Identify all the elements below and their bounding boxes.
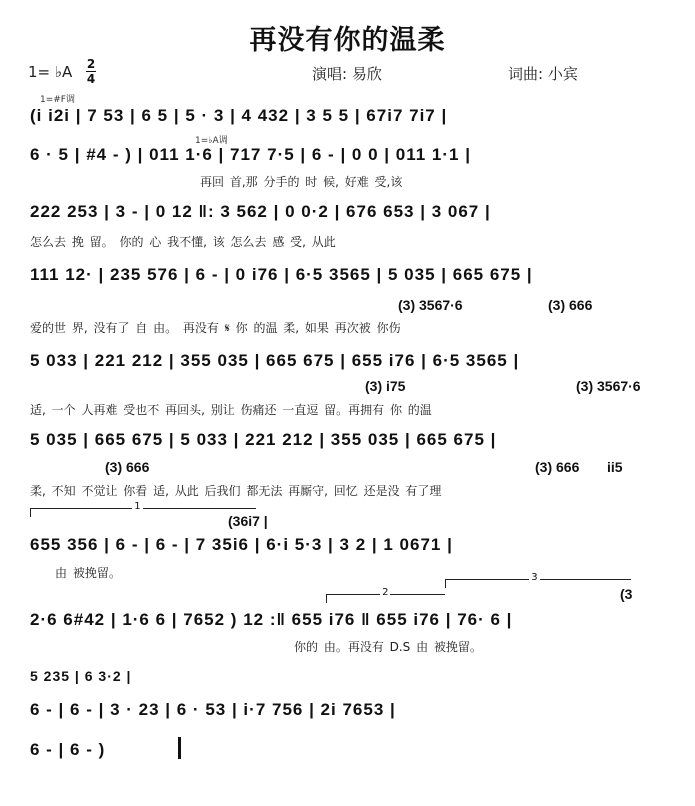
volta-bracket-1: 1: [30, 508, 256, 517]
alt-notation: (3: [620, 586, 633, 602]
notation-line: 222 253 | 3 - | 0 12 ‖: 3 562 | 0 0·2 | 676 653 | 3 067 |: [30, 202, 491, 221]
lyrics-line: 再回 首,那 分手的 时 候, 好难 受,该: [200, 175, 403, 189]
lyrics-line: 适, 一个 人再难 受也不 再回头, 别让 伤痛还 一直逗 留。再拥有 你 的温: [30, 403, 432, 417]
alt-notation: (3) 666: [105, 459, 150, 475]
lyrics-line: 你的 由。再没有 D.S 由 被挽留。: [294, 640, 482, 654]
alt-notation: (3) 666: [535, 459, 580, 475]
alt-notation: ii5: [607, 459, 623, 475]
time-signature: [86, 58, 96, 85]
composer-credit: 词曲: 小宾: [508, 65, 578, 83]
alt-notation: (3) 3567·6: [576, 378, 641, 394]
singer-credit: 演唱: 易欣: [312, 65, 382, 83]
notation-line: 6 · 5 | #4 - ) | 011 1·6 | 717 7·5 | 6 - | 0 0 | 011 1·1 |: [30, 145, 471, 164]
key-change-annotation: 1=♭A调: [195, 136, 228, 146]
notation-line: 2·6 6#42 | 1·6 6 | 7652 ) 12 :‖ 655 i76 ‖ 655 i76 | 76· 6 |: [30, 610, 513, 629]
volta-bracket-3: 3: [445, 579, 631, 588]
lyrics-line: 由 被挽留。: [55, 566, 121, 580]
alt-notation: (3) 666: [548, 297, 593, 313]
volta-bracket-2: 2: [326, 594, 445, 603]
lyrics-line: 爱的世 界, 没有了 自 由。 再没有 𝄋 你 的温 柔, 如果 再次被 你伤: [30, 321, 401, 335]
key-change-annotation: 1=#F调: [40, 95, 75, 105]
alt-notation: (3) 3567·6: [398, 297, 463, 313]
time-numerator: 2: [86, 57, 96, 71]
time-denominator: 4: [86, 72, 96, 86]
notation-upper-line: 5 235 | 6 3·2 |: [30, 668, 132, 684]
final-barline: [178, 737, 181, 759]
song-title: 再没有你的温柔: [249, 25, 446, 56]
notation-line: 6 - | 6 - | 3 · 23 | 6 · 53 | i·7 756 | 2i 7653 |: [30, 700, 396, 719]
notation-line: 5 033 | 221 212 | 355 035 | 665 675 | 655 i76 | 6·5 3565 |: [30, 351, 520, 370]
notation-line: (i i2i | 7 53 | 6 5 | 5 · 3 | 4 432 | 3 5 5 | 67i7 7i7 |: [30, 106, 448, 125]
lyrics-line: 怎么去 挽 留。 你的 心 我不懂, 该 怎么去 感 受, 从此: [30, 235, 336, 249]
notation-line: 5 035 | 665 675 | 5 033 | 221 212 | 355 035 | 665 675 |: [30, 430, 497, 449]
notation-line: 655 356 | 6 - | 6 - | 7 35i6 | 6·i 5·3 | 3 2 | 1 0671 |: [30, 535, 453, 554]
key-signature: 1= ♭A: [28, 63, 73, 81]
alt-notation: (3) i75: [365, 378, 406, 394]
notation-line: 6 - | 6 - ): [30, 740, 106, 759]
notation-line: 111 12· | 235 576 | 6 - | 0 i76 | 6·5 3565 | 5 035 | 665 675 |: [30, 265, 533, 284]
alt-notation: (36i7 |: [228, 513, 268, 529]
lyrics-line: 柔, 不知 不觉让 你看 适, 从此 后我们 都无法 再厮守, 回忆 还是没 有了理: [30, 484, 442, 498]
